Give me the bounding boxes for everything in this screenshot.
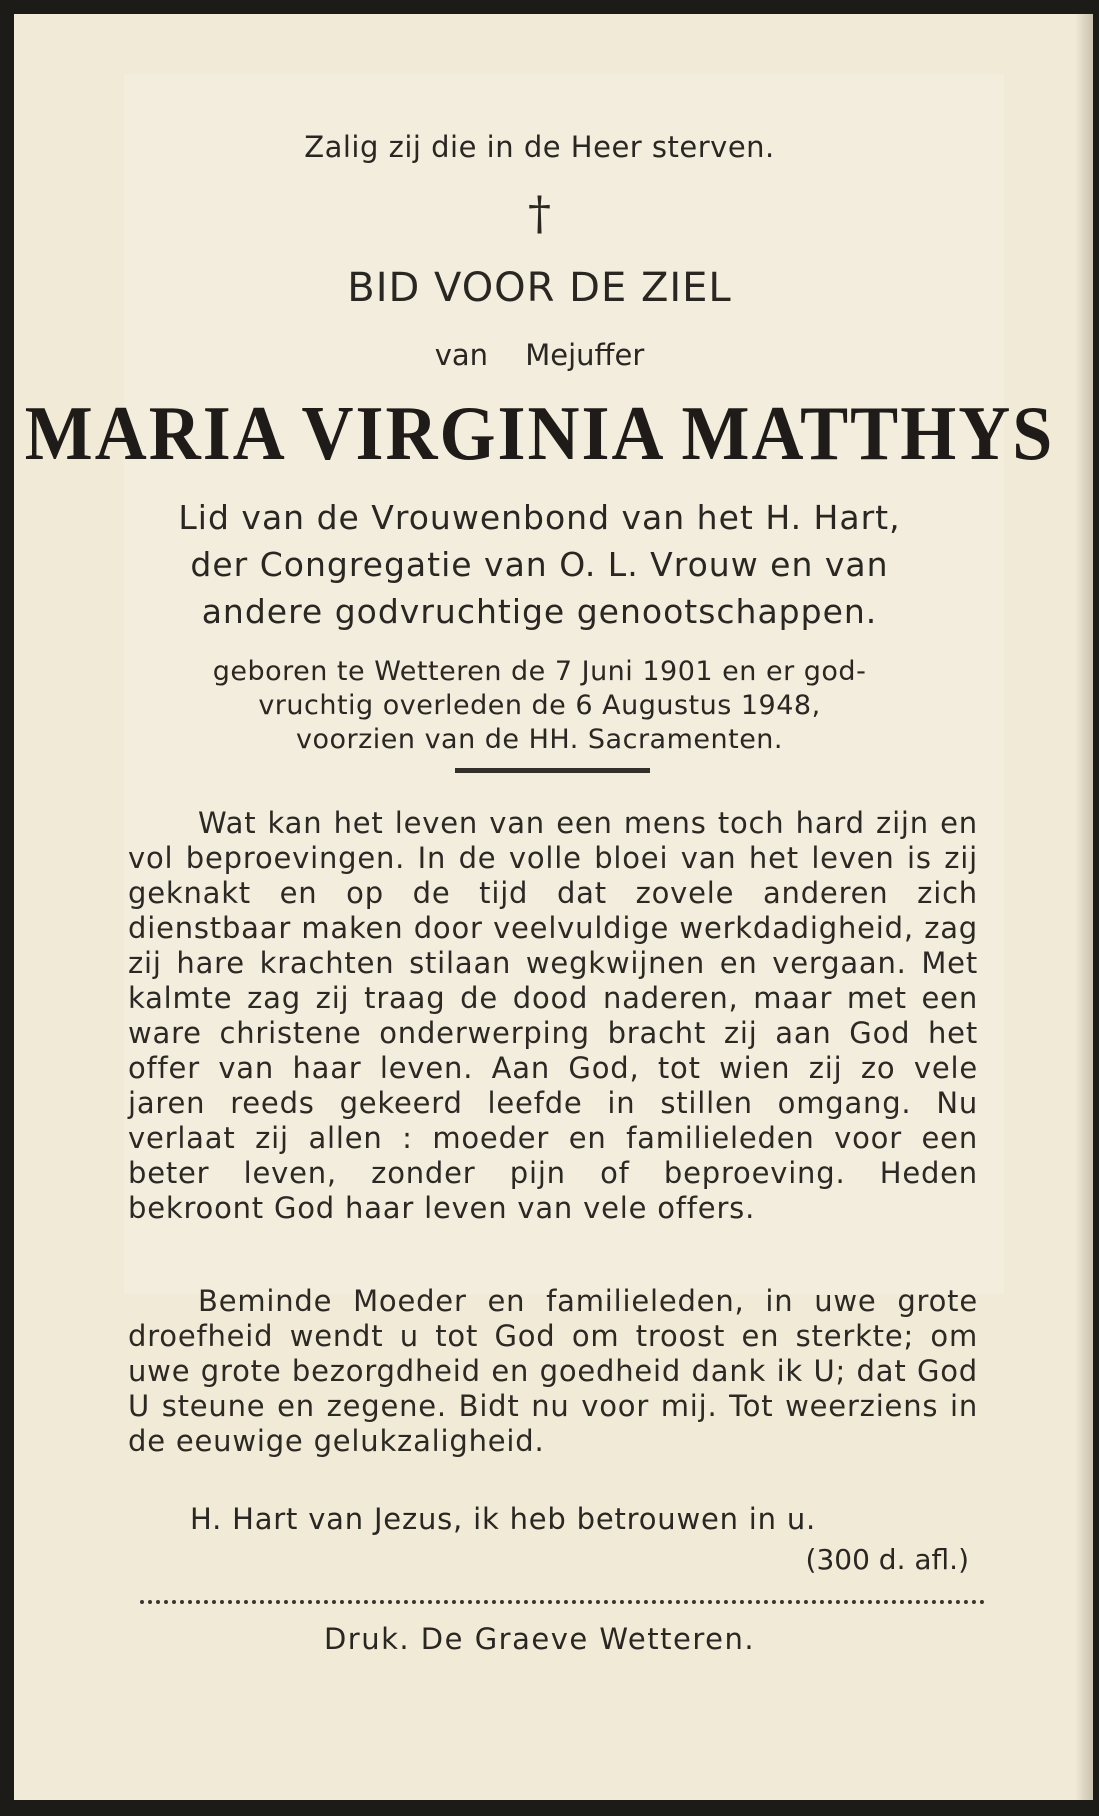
motto: Zalig zij die in de Heer sterven. — [304, 130, 775, 164]
indulgence-note: (300 d. afl.) — [805, 1543, 969, 1576]
divider — [455, 768, 650, 773]
paragraph-text: Wat kan het leven van een mens toch hard zijn en vol beproevingen. In de volle bloei van het leven is zij geknakt en op de tijd dat zovele anderen zich dienstbaar maken door veelvuldige werkdadigheid, zag zij hare krachten stilaan wegkwijnen en vergaan. Met kalmte zag zij traag de dood naderen, maar met een ware christene onderwerping bracht zij aan God het offer van haar leven. Aan God, tot wien zij zo vele jaren reeds gekeerd leefde in stillen omgang. Nu verlaat zij allen : moeder en familieleden voor een beter leven, zonder pijn of beproeving. Heden bekroont God haar leven van vele offers. — [128, 806, 978, 1225]
membership-line: der Congregatie van O. L. Vrouw en van — [190, 545, 889, 584]
life-line: voorzien van de HH. Sacramenten. — [295, 724, 784, 755]
van-title: van Mejuffer — [434, 338, 645, 372]
prayer-line: H. Hart van Jezus, ik heb betrouwen in u. — [190, 1502, 817, 1536]
membership-line: Lid van de Vrouwenbond van het H. Hart, — [178, 498, 901, 537]
pray-heading: BID VOOR DE ZIEL — [347, 265, 732, 311]
life-line: geboren te Wetteren de 7 Juni 1901 en er god- — [212, 656, 867, 687]
printer-line: Druk. De Graeve Wetteren. — [323, 1622, 756, 1656]
paragraph-text: Beminde Moeder en familieleden, in uwe grote droefheid wendt u tot God om troost en sterkte; om uwe grote bezorgdheid en goedheid dank ik U; dat God U steune en zegene. Bidt nu voor mij. Tot weerziens in de eeuwige gelukzaligheid. — [128, 1284, 978, 1458]
dotted-divider — [140, 1600, 985, 1604]
life-line: vruchtig overleden de 6 Augustus 1948, — [258, 690, 821, 721]
cross-icon: † — [528, 186, 551, 240]
paragraph — [128, 806, 978, 1226]
paragraph — [128, 1284, 978, 1459]
deceased-name: MARIA VIRGINIA MATTHYS — [24, 389, 1055, 477]
membership-line: andere godvruchtige genootschappen. — [201, 592, 878, 631]
